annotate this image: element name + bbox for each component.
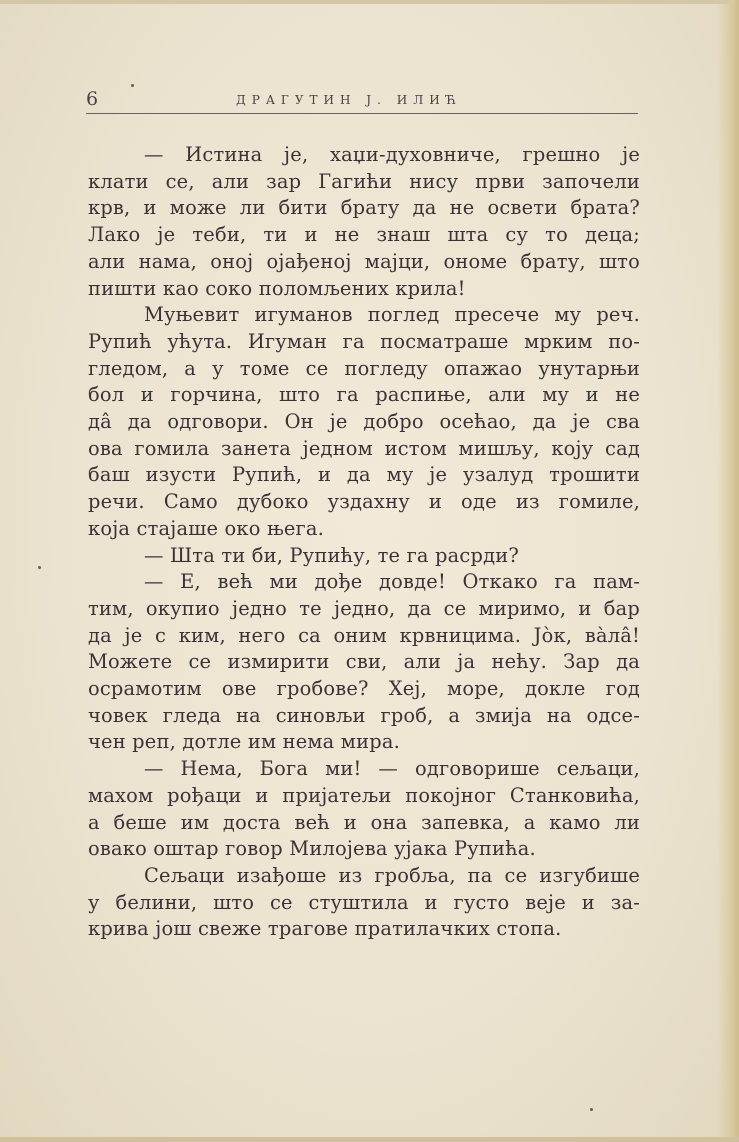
text-line: да је с ким, него са оним крвницима. Jòк, ва̀ла̂! — [88, 623, 640, 647]
text-line: ова гомила занета једном истом мишљу, коју сад — [88, 436, 640, 460]
text-line: — Нема, Бога ми! — одговорише сељаци, — [144, 757, 640, 781]
page-right-edge — [717, 0, 739, 1142]
ink-speck — [590, 1108, 593, 1111]
body-text — [88, 142, 640, 943]
text-line: Рупић ућута. Игуман га посматраше мрким по- — [88, 329, 640, 353]
text-line: Лако је теби, ти и не знаш шта су то деца; — [88, 223, 640, 247]
header-rule — [86, 113, 638, 114]
text-line: али нама, оној ојађеној мајци, ономе брату, што — [88, 249, 640, 273]
text-line: која стајаше око њега. — [88, 516, 324, 540]
text-line: Можете се измирити сви, али ја нећу. Зар да — [88, 650, 640, 674]
page-header — [86, 86, 638, 112]
text-line: — Е, већ ми дође довде! Откако га пам- — [144, 570, 640, 594]
text-line: — Шта ти би, Рупићу, те га расрди? — [144, 543, 519, 567]
text-line: Муњевит игуманов поглед пресече му реч. — [144, 303, 640, 327]
text-line: — Истина је, хаџи-духовниче, грешно је — [144, 143, 640, 166]
text-line: баш изусти Рупић, и да му је узалуд трошити — [88, 463, 640, 487]
text-line: човек гледа на синовљи гроб, а змија на одсе- — [88, 703, 640, 727]
text-line: тим, окупио једно те једно, да се миримо, и бар — [88, 596, 640, 620]
text-line: у белини, што се стуштила и густо веје и за- — [88, 890, 640, 914]
ink-speck — [131, 84, 134, 87]
text-line: махом рођаци и пријатељи покојног Станковића, — [88, 783, 640, 807]
page-number: 6 — [86, 88, 99, 110]
page-top-edge — [0, 0, 739, 4]
text-line: речи. Само дубоко уздахну и оде из гомиле, — [88, 490, 640, 514]
text-line: чен реп, дотле им нема мира. — [88, 730, 400, 754]
text-line: клати се, али зар Гагићи нису први започели — [88, 169, 640, 193]
text-line: гледом, а у томе се погледу опажао унутарњи — [88, 356, 640, 380]
text-line: да̂ да одговори. Он је добро осећао, да је сва — [88, 410, 640, 434]
text-line: а беше им доста већ и она запевка, а камо ли — [88, 810, 640, 834]
text-line: Сељаци изађоше из гробља, па се изгубише — [144, 863, 640, 887]
text-line: пишти као соко поломљених крила! — [88, 276, 466, 300]
running-head: ДРАГУТИН Ј. ИЛИЋ — [236, 93, 463, 107]
text-line: овако оштар говор Милојева ујака Рупића. — [88, 837, 536, 861]
text-line: крива још свеже трагове пратилачких стопа. — [88, 917, 562, 941]
ink-speck — [38, 566, 41, 569]
text-line: осрамотим ове гробове? Хеј, море, докле год — [88, 677, 640, 701]
text-line: крв, и може ли бити брату да не освети брата? — [88, 196, 640, 220]
page-bottom-edge — [0, 1137, 739, 1142]
text-line: бол и горчина, што га распиње, али му и не — [88, 383, 640, 407]
